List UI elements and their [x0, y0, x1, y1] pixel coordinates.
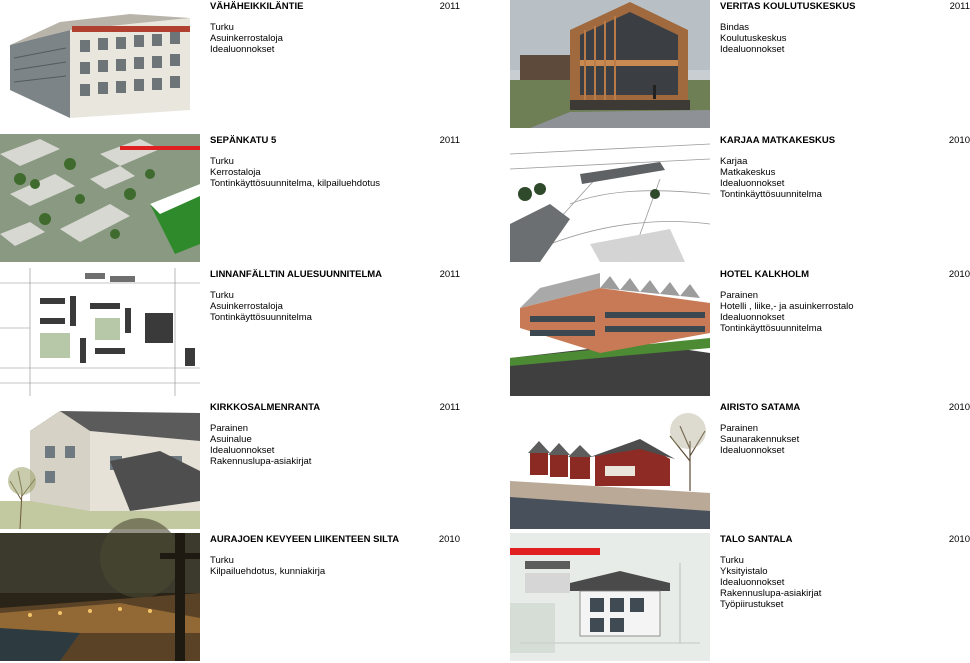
project-details — [720, 156, 822, 200]
project-image — [0, 401, 200, 529]
project-detail-line: Turku — [210, 22, 234, 33]
project-year: 2010 — [948, 402, 970, 413]
project-detail-line: Idealuonnokset — [720, 445, 785, 456]
project-title: KARJAA MATKAKESKUS — [720, 135, 836, 146]
project-detail-line: Rakennuslupa-asiakirjat — [720, 588, 822, 599]
project-title: VERITAS KOULUTUSKESKUS — [720, 1, 856, 12]
project-details — [210, 555, 325, 577]
project-detail-line: Asuinkerrostaloja — [210, 33, 283, 44]
project-image — [510, 401, 710, 529]
project-info — [210, 533, 460, 661]
project-year: 2010 — [948, 269, 970, 280]
project-card — [510, 533, 970, 661]
project-card — [510, 134, 970, 262]
project-info — [720, 134, 970, 262]
project-image — [510, 533, 710, 661]
project-year: 2010 — [948, 135, 970, 146]
project-detail-line: Hotelli , liike,- ja asuinkerrostalo — [720, 301, 854, 312]
project-detail-line: Turku — [210, 156, 234, 167]
project-detail-line: Idealuonnokset — [720, 178, 785, 189]
project-year: 2011 — [439, 402, 460, 413]
project-info — [720, 268, 970, 396]
project-info — [210, 134, 460, 262]
project-year: 2011 — [439, 1, 460, 12]
project-image — [0, 268, 200, 396]
project-detail-line: Parainen — [720, 290, 759, 301]
project-detail-line: Idealuonnokset — [720, 577, 785, 588]
project-detail-line: Asuinkerrostaloja — [210, 301, 283, 312]
project-year: 2011 — [949, 1, 970, 12]
project-detail-line: Työpiirustukset — [720, 599, 784, 610]
project-detail-line: Kerrostaloja — [210, 167, 261, 178]
project-title: AIRISTO SATAMA — [720, 402, 801, 413]
project-card — [0, 268, 460, 396]
project-details — [720, 22, 787, 55]
project-info — [210, 0, 460, 128]
project-detail-line: Yksityistalo — [720, 566, 768, 577]
project-title: VÄHÄHEIKKILÄNTIE — [210, 1, 304, 12]
project-details — [720, 423, 799, 456]
project-title: SEPÄNKATU 5 — [210, 135, 277, 146]
project-details — [720, 555, 821, 610]
project-image — [0, 533, 200, 661]
project-details — [210, 290, 312, 323]
project-card — [510, 401, 970, 529]
project-detail-line: Parainen — [720, 423, 759, 434]
project-detail-line: Tontinkäyttösuunnitelma, kilpailuehdotus — [210, 178, 381, 189]
project-image — [510, 134, 710, 262]
project-detail-line: Karjaa — [720, 156, 748, 167]
project-image — [0, 0, 200, 128]
project-detail-line: Tontinkäyttösuunnitelma — [720, 189, 822, 200]
project-card — [510, 268, 970, 396]
project-detail-line: Kilpailuehdotus, kunniakirja — [210, 566, 326, 577]
project-title: AURAJOEN KEVYEEN LIIKENTEEN SILTA — [210, 534, 400, 545]
project-detail-line: Tontinkäyttösuunnitelma — [720, 323, 822, 334]
project-year: 2010 — [438, 534, 460, 545]
project-info — [210, 401, 460, 529]
project-details — [210, 22, 283, 55]
project-detail-line: Koulutuskeskus — [720, 33, 787, 44]
project-detail-line: Idealuonnokset — [720, 44, 785, 55]
project-detail-line: Saunarakennukset — [720, 434, 800, 445]
project-detail-line: Parainen — [210, 423, 249, 434]
project-info — [720, 0, 970, 128]
project-details — [210, 156, 380, 189]
project-card — [0, 134, 460, 262]
project-detail-line: Rakennuslupa-asiakirjat — [210, 456, 312, 467]
project-details — [210, 423, 311, 467]
project-title: TALO SANTALA — [720, 534, 793, 545]
project-detail-line: Turku — [210, 290, 234, 301]
project-info — [210, 268, 460, 396]
project-year: 2010 — [948, 534, 970, 545]
project-title: LINNANFÄLLTIN ALUESUUNNITELMA — [210, 269, 383, 280]
project-info — [720, 533, 970, 661]
project-year: 2011 — [439, 135, 460, 146]
project-title: KIRKKOSALMENRANTA — [210, 402, 321, 413]
project-card — [510, 0, 970, 128]
project-card — [0, 0, 460, 128]
project-image — [0, 134, 200, 262]
project-detail-line: Matkakeskus — [720, 167, 776, 178]
project-year: 2011 — [439, 269, 460, 280]
project-detail-line: Idealuonnokset — [720, 312, 785, 323]
project-title: HOTEL KALKHOLM — [720, 269, 810, 280]
project-detail-line: Idealuonnokset — [210, 44, 275, 55]
project-card — [0, 533, 460, 661]
project-detail-line: Turku — [720, 555, 744, 566]
project-image — [510, 268, 710, 396]
project-detail-line: Tontinkäyttösuunnitelma — [210, 312, 312, 323]
project-detail-line: Asuinalue — [210, 434, 252, 445]
project-detail-line: Bindas — [720, 22, 750, 33]
project-details — [720, 290, 854, 334]
project-detail-line: Idealuonnokset — [210, 445, 275, 456]
project-info — [720, 401, 970, 529]
project-card — [0, 401, 460, 529]
project-image — [510, 0, 710, 128]
project-detail-line: Turku — [210, 555, 234, 566]
